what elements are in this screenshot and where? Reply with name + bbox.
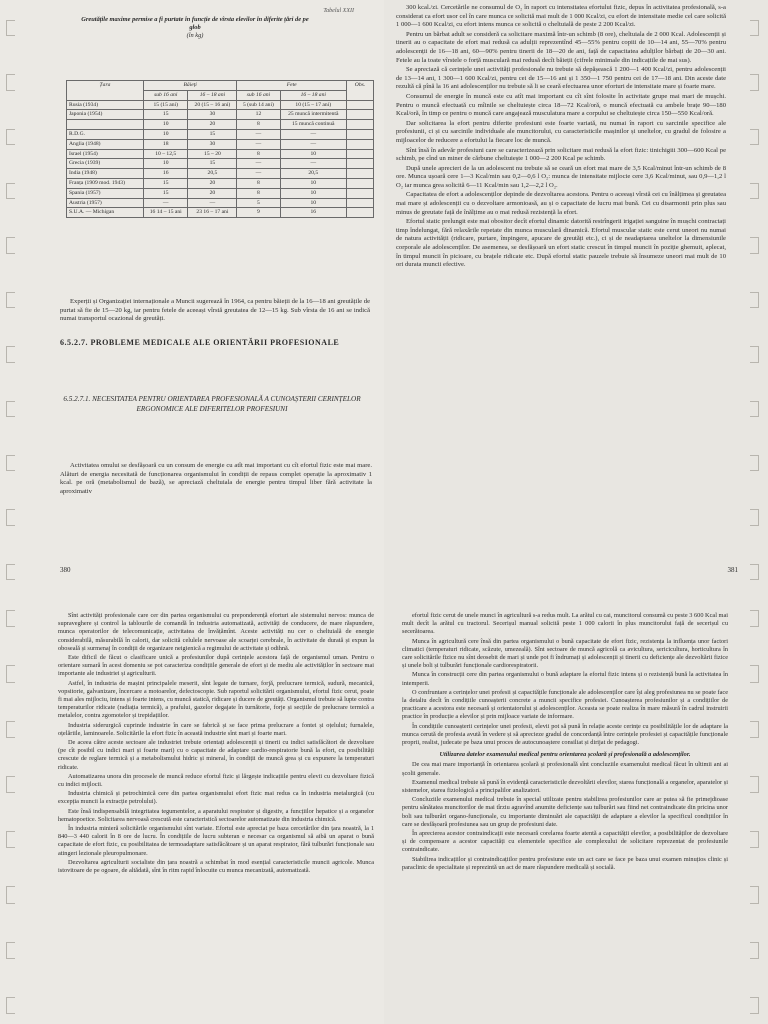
table-cell: 20,5: [280, 169, 346, 179]
paragraph: Este dificil de făcut o clasificare unică a profesiunilor după cerințele acestora față de organismul uman. Pentru o orientare sumară în acest domeniu se pot caracteriza condițiile generale de efort și de mediu ale activităților în sectoare mai importante ale industriei și agriculturii.: [58, 654, 374, 678]
table-cell: —: [280, 129, 346, 139]
paragraph: Efortul static prelungit este mai obositor decît efortul dinamic datorită restrîngerii irigației sanguine în mușchi contractați timp îndelungat, fără relaxările repetate din munca musculară dinamică. Efortul muscular static este cerut uneori nu numai de natura activității (ridicare, purtare, împingere, apucare de greutăți etc.), ci și de neadaptarea uneltelor la dimensiunile corporale ale adolescenților. De asemenea, se desfășoară un efort static crescut în timpul muncii în poziție ghemuit, aplecat, în timpul muncii în picioare, cu brațele ridicate etc. După efortul static pauzele trebuie să însumeze uneori mai mult de 10 ori durata muncii efective.: [396, 218, 726, 269]
table-cell: [347, 100, 374, 110]
section-heading: 6.5.2.7. PROBLEME MEDICALE ALE ORIENTĂRII PROFESIONALE: [60, 338, 340, 347]
table-cell: —: [237, 159, 280, 169]
paragraph: Stabilirea indicațiilor și contraindicațiilor pentru profesiune este un act care se face pe baza unui examen minuțios clinic și paraclinic de specialitate și reprezintă un act de mare răspundere medicală și socială.: [402, 855, 728, 871]
table-cell: 15: [188, 129, 237, 139]
col-boys: Băieți: [144, 81, 237, 91]
table-cell: 15: [188, 159, 237, 169]
table-cell: 15 – 20: [188, 149, 237, 159]
table-cell: 8: [237, 120, 280, 130]
table-cell: Rusia (1934): [67, 100, 144, 110]
table-cell: 5 (sub 14 ani): [237, 100, 280, 110]
paragraph: În aprecierea acestor contraindicații este necesară corelarea foarte atentă a capacității elevilor, a posibilităților de dezvoltare și de compensare a acestor capacități cu elementele specifice ale complexului de solicitare reprezentat de profesiunile contraindicate.: [402, 830, 728, 854]
paragraph: Industria siderurgică cuprinde industrie în care se fabrică și se face prima prelucrare a fontei și oțelului; furnalele, oțelăriile, laminoarele. Solicitările la efort fizic în această industrie sînt mari și foarte mari.: [58, 721, 374, 737]
table-cell: [347, 139, 374, 149]
table-cell: Japonia (1954): [67, 110, 144, 120]
table-cell: Spania (1957): [67, 188, 144, 198]
table-cell: 20: [188, 120, 237, 130]
table-cell: Anglia (1948): [67, 139, 144, 149]
page-380: [0, 0, 384, 590]
sub-col: 16 – 18 ani: [280, 90, 346, 100]
body-text: [396, 4, 726, 271]
body-text: [58, 612, 374, 876]
table-cell: —: [144, 198, 188, 208]
table-cell: 20 (15 – 16 ani): [188, 100, 237, 110]
table-cell: [347, 159, 374, 169]
paragraph: Concluziile examenului medical trebuie în special utilizate pentru stabilirea profesiunilor care ar putea să fie primejdioase pentru sănătatea muncitorilor de mai tîrziu agravînd anumite deficiențe sau tulburări sau fiind net contraindicate din pricina unor boli sau tulburări organo-funcționale, cu importante diminuări ale capacității de adaptare a elevilor la specificul condițiilor în care se desfășoară profesiunea sau un grup de profesiuni date.: [402, 796, 728, 828]
paragraph: De cea mai mare importanță în orientarea școlară și profesională sînt concluziile examenului medical făcut în ultimii ani ai școlii generale.: [402, 761, 728, 777]
binding-marks: [6, 20, 20, 580]
table-cell: Austria (1957): [67, 198, 144, 208]
table-cell: Franța (1909 mod. 1943): [67, 178, 144, 188]
table-cell: —: [237, 169, 280, 179]
binding-marks: [750, 610, 764, 1014]
table-cell: 18: [144, 139, 188, 149]
page-381: [384, 0, 768, 590]
table-cell: 8: [237, 149, 280, 159]
table-cell: [347, 208, 374, 218]
table-row: [67, 169, 374, 179]
paragraph: Munca în agricultură cere însă din partea organismului o bună capacitate de efort fizic, rezistența la influența unor factori climatici (temperaturi ridicate, scăzute, umezeală). Sînt sectoare de muncă agricolă ca avicultura, sericicultura, horticultura în care solicitările fizice nu sînt deosebit de mari și unde pot fi îndrumați și adolescenții și tinerii cu deficiențe ale dezvoltării fizice și unele boli și tulburări funcționale cardiorespiratorii.: [402, 637, 728, 670]
body-text: Activitatea omului se desfășoară cu un consum de energie cu atît mai important cu cît efortul fizic este mai mare. Alături de energia necesitată de funcționarea organismului în condiții de repaus complet operație la aproximativ 1 kcal. pe oră (metabolismul de bază), se apreciază cheltuiala de energie pentru timpul liber fără activitate la aproximativ: [60, 462, 372, 495]
body-text: [402, 612, 728, 873]
table-cell: 8: [237, 188, 280, 198]
table-caption: Greutățile maxime permise a fi purtate în funcție de vîrsta elevilor în diferite țări de pe glob (în kg): [81, 16, 309, 39]
table-cell: India (1948): [67, 169, 144, 179]
table-cell: 25 muncă intermitentă: [280, 110, 346, 120]
table-cell: [347, 149, 374, 159]
paragraph: Examenul medical trebuie să pună în evidență caracteristicile dezvoltării elevilor, starea funcțională a organelor, aparatelor și sistemelor, starea fiziologică a principalilor analizatori.: [402, 778, 728, 795]
paragraph: 300 kcal./zi. Cercetările ne consumul de O₂ în raport cu intensitatea efortului fizic, depus în activitatea profesională, s-a considerat ca efort usor cel în care munca ce solicită mai mult de 1 000 Kcal/zi, cu efort de intensitate medie cel care solicită 1 000—1 600 Kcal/zi, cu efort intens munca ce solicită o cheltuială de peste 2 200 Kcal/zi.: [396, 4, 726, 29]
paragraph: Este însă indispensabilă integritatea tegumentelor, a aparatului respirator și digestiv, a funcțiilor hepatice și a organelor hematopoetice. Solicitarea nervoasă crescută este caracteristică sectoarelor automatizate din industria chimică.: [58, 807, 374, 823]
table-cell: 30: [188, 110, 237, 120]
table-cell: 10: [280, 188, 346, 198]
table-cell: 15: [144, 188, 188, 198]
paragraph: Consumul de energie în muncă este cu atît mai important cu cît sînt folosite în activitate grupe mai mari de mușchi. Pentru o muncă efectuată cu mîinile se cheltuiește circa 18—72 Kcal/oră, o muncă efectuată cu ambele brațe 90—180 Kcal/oră, în timp ce pentru o muncă care angajează musculatura mare a corpului se cheltuiește circa 150—550 Kcal/oră.: [396, 92, 726, 118]
table-cell: S.U.A. — Michigan: [67, 208, 144, 218]
table-cell: —: [237, 139, 280, 149]
table-row: [67, 120, 374, 130]
paragraph: Dar solicitarea la efort pentru diferite profesiuni este foarte variată, nu numai în raport cu sarcinile specifice ale profesiunii, ci și cu sarcinile individuale ale muncitorului, cu caracteristicile mașinilor și uneltelor, cu gradul de folosire a mijloacelor de reducere a efortului la fiecare loc de muncă.: [396, 119, 726, 144]
table-cell: 12: [237, 110, 280, 120]
table-cell: 10 (15 – 17 ani): [280, 100, 346, 110]
subsection-heading: 6.5.2.7.1. NECESITATEA PENTRU ORIENTAREA PROFESIONALĂ A CUNOAȘTERII CERINȚELOR ERGONOMICE ALE DIFERITELOR PROFESIUNI: [63, 395, 361, 413]
table-row: [67, 100, 374, 110]
paragraph: O confruntare a cerințelor unei profesii și capacitățile funcționale ale adolescenților care își aleg profesiunea nu se poate face la detaliu decît în condițiile cunoașterii concrete a muncii specifice profesiei. Cunoașterea profesiunilor și a condițiilor de practicare a acestora este necesară și orientatorului și adolescenților. Aceasta se poate realiza în mare măsură în cadrul instruirii practice în producție a elevilor și prin mijloace variate de informare.: [402, 688, 728, 721]
paragraph: Se apreciază că cerințele unei activități profesionale nu trebuie să depășească 1 200—1 400 Kcal/zi, pentru adolescenții de 13—14 ani, 1 300—1 600 Kcal/zi, pentru cei de 15—16 ani și 1 350—1 750 pentru cei de 17—18 ani. Din aceste date rezultă că pînă la 16 ani adolescenților nu trebuie să li se ceară efectuarea unor eforturi de intensitate mare și foarte mare.: [396, 66, 726, 91]
table-cell: —: [188, 198, 237, 208]
paragraph: Sînt însă în adevăr profesiuni care se caracterizează prin solicitare mai redusă la efort fizic: tinichigiii 300—600 Kcal pe schimb, pe cînd un miner de cărbune cheltuiește 1 000—2 200 Kcal pe schimb.: [396, 146, 726, 163]
col-girls: Fete: [237, 81, 347, 91]
table-cell: —: [237, 129, 280, 139]
paragraph: efortul fizic cerut de unele munci în agricultură s-a redus mult. La arătul cu cai, muncitorul consumă cu peste 3 600 Kcal mai mult decît la arătul cu tractorul. Secerișul manual solicită peste 1 000 calorii în plus muncitorului față de secerișul cu secerătoarea.: [402, 612, 728, 636]
table-cell: 23 16 – 17 ani: [188, 208, 237, 218]
table-cell: [347, 110, 374, 120]
paragraph: Industria chimică și petrochimică cere din partea organismului efort fizic mai redus ca în industria metalurgică (cu excepția muncii la extracție petrolului).: [58, 790, 374, 806]
sub-col: sub 16 ani: [237, 90, 280, 100]
sub-col: sub 16 ani: [144, 90, 188, 100]
table-cell: 30: [188, 139, 237, 149]
table-cell: —: [280, 159, 346, 169]
col-country: Țara: [67, 81, 144, 101]
weights-table: [66, 80, 374, 218]
binding-marks: [750, 20, 764, 580]
table-cell: [347, 129, 374, 139]
binding-marks: [6, 610, 20, 1014]
page-383: [384, 590, 768, 1024]
table-row: [67, 159, 374, 169]
table-cell: [347, 188, 374, 198]
table-row: [67, 188, 374, 198]
paragraph: După unele aprecieri de la un adolescent nu trebuie să se ceară un efort mai mare de 3,5 Kcal/minut într-un schimb de 8 ore. Munca ușoară cere 1—3 Kcal/min sau 0,2—0,6 l O₂: munca de intensitate mijlocie cere 3,6 Kcal/minut, sau 0,9—1,2 l O₂ iar munca grea solicită 6—11 Kcal/min sau 1,2—2,2 l O₂.: [396, 164, 726, 189]
table-cell: [347, 178, 374, 188]
page-382: [0, 590, 384, 1024]
table-cell: [67, 120, 144, 130]
table-cell: 10: [144, 159, 188, 169]
table-cell: 10: [280, 198, 346, 208]
table-row: [67, 110, 374, 120]
table-cell: 10: [144, 120, 188, 130]
table-row: [67, 139, 374, 149]
table-cell: 15 (15 ani): [144, 100, 188, 110]
paragraph: Capacitatea de efort a adolescenților depinde de dezvoltarea acestora. Pentru o aceeași vîrstă cei cu înălțimea și greutatea mai mare și adolescenții cu o dezvoltare armonioasă, au și o capacitate de lucru mai bună. Cei cu disarmonii prin plus sau minus de greutate față de înălțime au o mai redusă rezistență la efort.: [396, 191, 726, 216]
note: Experții și Organizației internaționale a Muncii sugerează în 1964, ca pentru băieții de la 16—18 ani greutățile de purtat să fie de 15—20 kg, iar pentru fetele de aceeași vîrstă greutatea de 12—15 kg. Sub vîrsta de 16 ani se indică numai transportul ocazional de greutăți.: [60, 298, 370, 323]
paragraph: Munca în construcții cere din partea organismului o bună adaptare la efortul fizic intens și o rezistență bună la activitatea în intemperii.: [402, 671, 728, 687]
table-cell: Grecia (1939): [67, 159, 144, 169]
table-cell: 20,5: [188, 169, 237, 179]
table-cell: 15: [144, 110, 188, 120]
table-cell: 5: [237, 198, 280, 208]
running-head: Tabelul XXII: [323, 8, 354, 14]
paragraph: Automatizarea unora din procesele de muncă reduce efortul fizic și lărgește indicațiile pentru elevii cu dezvoltare fizică cu indici mijlocii.: [58, 772, 374, 789]
table-row: [67, 149, 374, 159]
table-row: [67, 178, 374, 188]
table-cell: [347, 120, 374, 130]
paragraph: Dezvoltarea agriculturii socialiste din țara noastră a schimbat în mod esențial caracteristicile muncii agricole. Munca istovitoare de pe ogoare, de altădată, sînt în ritm rapid înlocuite cu munca mecanizată, automatizată.: [58, 858, 374, 875]
paragraph: Sînt activități profesionale care cer din partea organismului cu preponderență eforturi ale sistemului nervos: munca de supraveghere și control la tablourile de comandă în industria automatizată, activități de conducere, de mare răspundere, munca operatorilor de telecomunicație, activitatea de învățămînt. Aceste activități nu cer o cheltuială de energie considerabilă, măsurabilă în calorii, dar solicită celulele nervoase ale scoarței cerebrale, în activitate de durată și expun la oboseală și surmenaj în condiții de organizare neigienică a regimului de activitate și odihnă.: [58, 612, 374, 652]
table-cell: 15: [144, 178, 188, 188]
col-obs: Obs.: [347, 81, 374, 101]
table-cell: 15 muncă continuă: [280, 120, 346, 130]
page-number: 380: [60, 566, 71, 574]
table-cell: —: [280, 139, 346, 149]
page-number: 381: [727, 566, 738, 574]
table-row: [67, 198, 374, 208]
paragraph: În industria minieră solicitările organismului sînt variate. Efortul este apreciat pe baza cercetărilor din țara noastră, la 1 840—3 440 calorii în 8 ore de lucru. În condițiile de lucru subteran e necesar ca organismul să aibă un aparat o bună capacitate de efort fizic, cu posibilitatea de termoadaptare satisfăcătoare și un aparat respirator, fără tulburări funcționale sau atingeri lezionale pleuropulmonare.: [58, 825, 374, 857]
table-cell: 16: [280, 208, 346, 218]
paragraph: Astfel, în industria de mașini principalele meserii, sînt legate de turnare, forjă, prelucrare termică, sudură, mecanică, vopsitorie, galvanizare, încercare a motoarelor, defectoscopie. Sub raportul solicitării organismului, efortul fizic cerut, poate fi mai ales mijlociu, intens și foarte intens, cu muncă statică, ridicare și ducere de greutăți. Organismul trebuie să lupte contra temperaturilor ridicate (radiația termică), a prafului, gazelor degajate în turnătorie, forje și secțiile de prelucrare termică a metalelor, contra zgomotelor și trepidațiilor.: [58, 679, 374, 720]
table-cell: 20: [188, 188, 237, 198]
paragraph: În condițiile cunoașterii cerințelor unei profesii, elevii pot să pună în relație aceste cerințe cu posibilitățile lor de adaptare la munca cerută de profesia avută în vedere și să aprecieze gradul de concordanță între cerințele profesiei și capacitățile funcționale proprii, realist, judecate pe baza unui proces de autocunoaștere consiliat și dirijat de pedagogi.: [402, 722, 728, 747]
paragraph: De aceea către aceste sectoare ale industriei trebuie orientați adolescenții și tinerii cu indici satisfăcători de dezvoltare (pe cît posibil cu indici mari și foarte mari) cu o capacitate de adaptare cardio-respiratorie bună la efort, cu posibilități crescute de reglare termică și a metabolismului hidric și mineral, în condiții de muncă grea și cu expunere la temperaturi ridicate.: [58, 739, 374, 771]
table-cell: [347, 169, 374, 179]
table-cell: 9: [237, 208, 280, 218]
paragraph: Pentru un bărbat adult se consideră ca solicitare maximă într-un schimb (8 ore), cheltuiala de 2 000 Kcal. Adolescenții și tinerii au o capacitate de efort mai redusă ca adulții reprezentînd 45—55% pentru copiii de 10—14 ani, 55—70% pentru adolescenții de 16—18 ani, 60—90% pentru tinerii de 18—20 de ani, față de capacitatea adulților bărbați de 20—30 ani. Fetele au la toate vîrstele o forță musculară mai redusă decît băieții (cifrele minimale din indicațiile de mai sus).: [396, 30, 726, 64]
sub-col: 16 – 18 ani: [188, 90, 237, 100]
table-cell: [347, 198, 374, 208]
table-cell: 10: [280, 178, 346, 188]
table-cell: Israel (1954): [67, 149, 144, 159]
table-body: [67, 100, 374, 218]
table-cell: 20: [188, 178, 237, 188]
table-cell: 16 14 – 15 ani: [144, 208, 188, 218]
table-row: [67, 208, 374, 218]
table-cell: 8: [237, 178, 280, 188]
table-row: [67, 129, 374, 139]
table-cell: 10 – 12,5: [144, 149, 188, 159]
table-cell: 10: [280, 149, 346, 159]
paragraph: Utilizarea datelor examenului medical pentru orientarea școlară și profesională a adolescenților.: [439, 751, 691, 759]
table-cell: 10: [144, 129, 188, 139]
table-cell: 16: [144, 169, 188, 179]
table-cell: R.D.G.: [67, 129, 144, 139]
